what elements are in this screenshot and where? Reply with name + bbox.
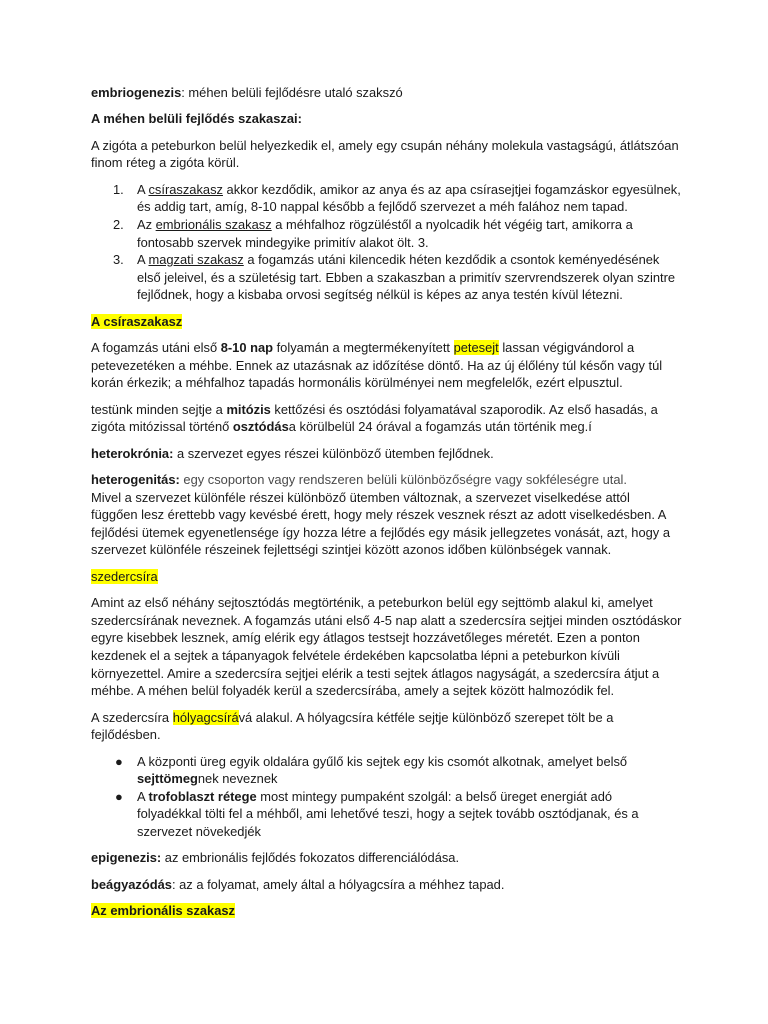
paragraph-mitozis: testünk minden sejtje a mitózis kettőzési és osztódási folyamatával szaporodik. Az első hasadás, a zigóta mitózissal történő osztódása körülbelül 24 órával a fogamzás után történik meg.í bbox=[91, 401, 658, 435]
paragraph-csiraszakasz: A fogamzás utáni első 8-10 nap folyamán a megtermékenyített petesejt lassan végigvándorol a petevezetéken a méhbe. Ennek az utazásnak az időzítése döntő. Ha az új élőlény túl későn vagy túl korán érkezik; a méhfalhoz tapadás hormonális körülményei nem megfelelők, ezért elpusztul. bbox=[91, 340, 663, 391]
list-item: 1. A csíraszakasz akkor kezdődik, amikor az anya és az apa csírasejtjei fogamzáskor egyesülnek, és addig tart, amíg, 8-10 nappal később a fejlődő szervezet a méh falához nem tapad. bbox=[113, 181, 681, 215]
list-item: ● A központi üreg egyik oldalára gyűlő kis sejtek egy kis csomót alkotnak, amelyet belső sejttömegnek neveznek bbox=[115, 753, 628, 787]
section-heading: A méhen belüli fejlődés szakaszai: bbox=[91, 111, 302, 127]
definition-heterogenitas: heterogenitás: egy csoporton vagy rendszeren belüli különbözőségre vagy sokféleségre utal. Mivel a szervezet különféle részei különböző ütemben változnak, a szervezet viselkedése attól függően lesz érettebb vagy kevésbé érett, hogy mely részek vesznek részt az adott viselkedésben. A fejlődési ütemek egyenetlensége így hozza létre a fejlődés egy másik jellegzetes vonását, azt, hogy a szervezet különféle részeinek fejlettségi szintjei között azonos időben különbségek vannak. bbox=[91, 472, 670, 558]
list-item: 3. A magzati szakasz a fogamzás utáni kilencedik héten kezdődik a csontok keményedésének első jeleivel, és a születésig tart. Ebben a szakaszban a primitív szervrendszerek olyan szintre fejlődnek, hogy a kisbaba orvosi segítség nélkül is képes az anya testén kívül létezni. bbox=[113, 252, 676, 303]
bullet-list bbox=[91, 753, 684, 841]
bullet-icon: ● bbox=[115, 788, 123, 804]
heading-embrionalis-szakasz: Az embrionális szakasz bbox=[91, 903, 236, 919]
bullet-icon: ● bbox=[115, 753, 123, 769]
stages-list bbox=[91, 181, 684, 304]
paragraph-holyagcsira: A szedercsíra hólyagcsírává alakul. A hólyagcsíra kétféle sejtje különböző szerepet tölt be a fejlődésben. bbox=[91, 709, 614, 743]
heading-szedercsira: szedercsíra bbox=[91, 568, 158, 584]
definition-epigenezis: epigenezis: az embrionális fejlődés fokozatos differenciálódása. bbox=[91, 850, 460, 866]
heading-csiraszakasz: A csíraszakasz bbox=[91, 313, 183, 329]
definition-embriogenezis: embriogenezis: méhen belüli fejlődésre utaló szakszó bbox=[91, 85, 403, 100]
list-item: 2. Az embrionális szakasz a méhfalhoz rögzüléstől a nyolcadik hét végéig tart, amikorra a fontosabb szervek mindegyike primitív alakot ölt. 3. bbox=[113, 216, 633, 250]
paragraph-szedercsira: Amint az első néhány sejtosztódás megtörténik, a peteburkon belül egy sejttömb alakul ki, amelyet szedercsírának neveznek. A fogamzás utáni első 4-5 nap alatt a szedercsíra sejtjei minden osztódáskor egyre kisebbek lesznek, amíg elérik egy átlagos testsejt hozzávetőleges méretét. Ezen a ponton kezdenek el a sejtek a tápanyagok felvétele érdekében kapcsolatba lépni a peteburkon kívüli környezettel. Amire a szedercsíra sejtjei elérik a testi sejtek átlagos nagyságát, a szedercsíra átjut a méhbe. A méhen belül folyadék kerül a szedercsírába, amely a sejtek között halmozódik fel. bbox=[91, 595, 682, 699]
paragraph-zigota: A zigóta a peteburkon belül helyezkedik el, amely egy csupán néhány molekula vastagságú, átlátszóan finom réteg a zigóta körül. bbox=[91, 137, 679, 171]
list-item: ● A trofoblaszt rétege most mintegy pumpaként szolgál: a belső üreget energiát adó folyadékkal tölti fel a méhből, ami lehetővé teszi, hogy a sejtek tovább osztódjanak, és a szervezet növekedjék bbox=[115, 788, 639, 839]
term: embriogenezis bbox=[91, 85, 182, 100]
definition-beagyazodas: beágyazódás: az a folyamat, amely által a hólyagcsíra a méhhez tapad. bbox=[91, 876, 505, 892]
definition-heterokronia: heterokrónia: a szervezet egyes részei különböző ütemben fejlődnek. bbox=[91, 445, 494, 461]
